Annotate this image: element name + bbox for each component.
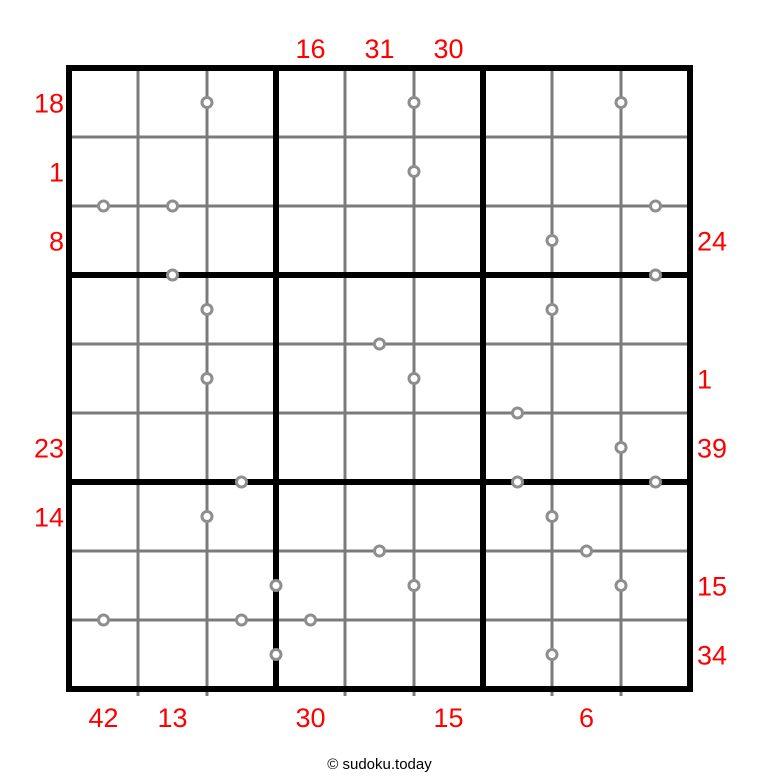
cell-r8c9[interactable] xyxy=(621,551,690,620)
cell-r9c1[interactable] xyxy=(69,620,138,689)
cell-r9c5[interactable] xyxy=(345,620,414,689)
cell-r9c4[interactable] xyxy=(276,620,345,689)
consecutive-dot-r6c7-r7c7 xyxy=(513,477,523,487)
cell-r2c4[interactable] xyxy=(276,137,345,206)
clue-right-r6: 39 xyxy=(697,433,728,464)
cell-r7c8[interactable] xyxy=(552,482,621,551)
consecutive-dot-r2c1-r3c1 xyxy=(99,201,109,211)
consecutive-dot-r6c3-r7c3 xyxy=(237,477,247,487)
clue-left-r2: 1 xyxy=(48,157,64,188)
consecutive-dot-r3c7-r3c8 xyxy=(547,236,557,246)
cell-r5c7[interactable] xyxy=(483,344,552,413)
cell-r4c8[interactable] xyxy=(552,275,621,344)
cell-r8c1[interactable] xyxy=(69,551,138,620)
cell-r7c1[interactable] xyxy=(69,482,138,551)
cell-r1c3[interactable] xyxy=(207,68,276,137)
cell-r9c6[interactable] xyxy=(414,620,483,689)
cell-r4c6[interactable] xyxy=(414,275,483,344)
cell-r3c3[interactable] xyxy=(207,206,276,275)
cell-r3c7[interactable] xyxy=(483,206,552,275)
consecutive-dot-r6c8-r6c9 xyxy=(616,443,626,453)
cell-r5c3[interactable] xyxy=(207,344,276,413)
cell-r5c8[interactable] xyxy=(552,344,621,413)
cell-r2c6[interactable] xyxy=(414,137,483,206)
consecutive-dot-r2c2-r3c2 xyxy=(168,201,178,211)
cell-r5c6[interactable] xyxy=(414,344,483,413)
cell-r6c9[interactable] xyxy=(621,413,690,482)
consecutive-dot-r5c2-r5c3 xyxy=(202,374,212,384)
cell-r5c2[interactable] xyxy=(138,344,207,413)
consecutive-dot-r4c2-r4c3 xyxy=(202,305,212,315)
cell-r3c5[interactable] xyxy=(345,206,414,275)
clue-bottom-c8: 6 xyxy=(578,703,595,733)
cell-r6c1[interactable] xyxy=(69,413,138,482)
cell-r6c3[interactable] xyxy=(207,413,276,482)
consecutive-dot-r8c1-r9c1 xyxy=(99,615,109,625)
cell-r3c1[interactable] xyxy=(69,206,138,275)
cell-r3c4[interactable] xyxy=(276,206,345,275)
consecutive-dot-r5c5-r5c6 xyxy=(409,374,419,384)
clue-right-r8: 15 xyxy=(697,571,728,602)
consecutive-dot-r1c2-r1c3 xyxy=(202,98,212,108)
consecutive-dot-r7c8-r8c8 xyxy=(582,546,592,556)
consecutive-dot-r8c8-r8c9 xyxy=(616,581,626,591)
cell-r7c6[interactable] xyxy=(414,482,483,551)
cell-r7c7[interactable] xyxy=(483,482,552,551)
consecutive-dot-r6c9-r7c9 xyxy=(651,477,661,487)
cell-r6c2[interactable] xyxy=(138,413,207,482)
cell-r8c5[interactable] xyxy=(345,551,414,620)
cell-r6c6[interactable] xyxy=(414,413,483,482)
consecutive-dot-r9c7-r9c8 xyxy=(547,650,557,660)
cell-r4c4[interactable] xyxy=(276,275,345,344)
consecutive-dot-r2c9-r3c9 xyxy=(651,201,661,211)
cell-r9c8[interactable] xyxy=(552,620,621,689)
cell-r2c9[interactable] xyxy=(621,137,690,206)
cell-r9c9[interactable] xyxy=(621,620,690,689)
cell-r7c2[interactable] xyxy=(138,482,207,551)
cell-r4c3[interactable] xyxy=(207,275,276,344)
cell-r7c9[interactable] xyxy=(621,482,690,551)
clue-left-r6: 23 xyxy=(33,433,64,464)
cell-r5c5[interactable] xyxy=(345,344,414,413)
clue-top-c6: 30 xyxy=(433,34,464,64)
cell-r2c3[interactable] xyxy=(207,137,276,206)
consecutive-dot-r7c2-r7c3 xyxy=(202,512,212,522)
cell-r1c5[interactable] xyxy=(345,68,414,137)
cell-r8c3[interactable] xyxy=(207,551,276,620)
cell-r5c4[interactable] xyxy=(276,344,345,413)
cell-r5c1[interactable] xyxy=(69,344,138,413)
cell-r4c7[interactable] xyxy=(483,275,552,344)
consecutive-dot-r4c5-r5c5 xyxy=(375,339,385,349)
consecutive-dot-r1c5-r1c6 xyxy=(409,98,419,108)
cell-r4c2[interactable] xyxy=(138,275,207,344)
cell-r5c9[interactable] xyxy=(621,344,690,413)
consecutive-dot-r5c7-r6c7 xyxy=(513,408,523,418)
cell-r1c2[interactable] xyxy=(138,68,207,137)
cell-r3c8[interactable] xyxy=(552,206,621,275)
consecutive-dot-r3c2-r4c2 xyxy=(168,270,178,280)
cell-r6c8[interactable] xyxy=(552,413,621,482)
clue-right-r5: 1 xyxy=(697,364,713,395)
cell-r8c4[interactable] xyxy=(276,551,345,620)
clue-right-r9: 34 xyxy=(697,640,728,671)
clue-left-r7: 14 xyxy=(33,502,64,533)
cell-r8c2[interactable] xyxy=(138,551,207,620)
clue-bottom-c1: 42 xyxy=(88,703,119,733)
cell-r3c9[interactable] xyxy=(621,206,690,275)
cell-r2c5[interactable] xyxy=(345,137,414,206)
cell-r9c7[interactable] xyxy=(483,620,552,689)
cell-r7c3[interactable] xyxy=(207,482,276,551)
consecutive-dot-r8c3-r8c4 xyxy=(271,581,281,591)
cell-r2c2[interactable] xyxy=(138,137,207,206)
cell-r2c8[interactable] xyxy=(552,137,621,206)
consecutive-dot-r7c7-r7c8 xyxy=(547,512,557,522)
cell-r8c6[interactable] xyxy=(414,551,483,620)
cell-r1c1[interactable] xyxy=(69,68,138,137)
clue-bottom-c4: 30 xyxy=(295,703,326,733)
cell-r9c2[interactable] xyxy=(138,620,207,689)
cell-r7c4[interactable] xyxy=(276,482,345,551)
clue-right-r3: 24 xyxy=(697,226,728,257)
clue-left-r3: 8 xyxy=(48,226,64,257)
cell-r1c7[interactable] xyxy=(483,68,552,137)
cell-r2c7[interactable] xyxy=(483,137,552,206)
cell-r6c4[interactable] xyxy=(276,413,345,482)
cell-r1c9[interactable] xyxy=(621,68,690,137)
cell-r3c6[interactable] xyxy=(414,206,483,275)
consecutive-dot-r8c4-r9c4 xyxy=(306,615,316,625)
clue-bottom-c6: 15 xyxy=(433,703,464,733)
consecutive-dot-r2c5-r2c6 xyxy=(409,167,419,177)
cell-r4c9[interactable] xyxy=(621,275,690,344)
cell-r4c1[interactable] xyxy=(69,275,138,344)
cell-r9c3[interactable] xyxy=(207,620,276,689)
cell-r7c5[interactable] xyxy=(345,482,414,551)
clue-top-c4: 16 xyxy=(295,34,326,64)
footer-copyright: © sudoku.today xyxy=(327,756,432,773)
cell-r6c5[interactable] xyxy=(345,413,414,482)
consecutive-dot-r8c5-r8c6 xyxy=(409,581,419,591)
cell-r1c6[interactable] xyxy=(414,68,483,137)
cell-r1c4[interactable] xyxy=(276,68,345,137)
clue-bottom-c2: 13 xyxy=(157,703,188,733)
cell-r4c5[interactable] xyxy=(345,275,414,344)
clue-top-c5: 31 xyxy=(364,34,395,64)
cell-r8c8[interactable] xyxy=(552,551,621,620)
cell-r1c8[interactable] xyxy=(552,68,621,137)
clue-left-r1: 18 xyxy=(33,88,64,119)
cell-r3c2[interactable] xyxy=(138,206,207,275)
consecutive-dot-r9c3-r9c4 xyxy=(271,650,281,660)
consecutive-dot-r1c8-r1c9 xyxy=(616,98,626,108)
cell-r8c7[interactable] xyxy=(483,551,552,620)
cell-r6c7[interactable] xyxy=(483,413,552,482)
cell-r2c1[interactable] xyxy=(69,137,138,206)
consecutive-dot-r3c9-r4c9 xyxy=(651,270,661,280)
consecutive-dot-r8c3-r9c3 xyxy=(237,615,247,625)
consecutive-dot-r4c7-r4c8 xyxy=(547,305,557,315)
consecutive-dot-r7c5-r8c5 xyxy=(375,546,385,556)
